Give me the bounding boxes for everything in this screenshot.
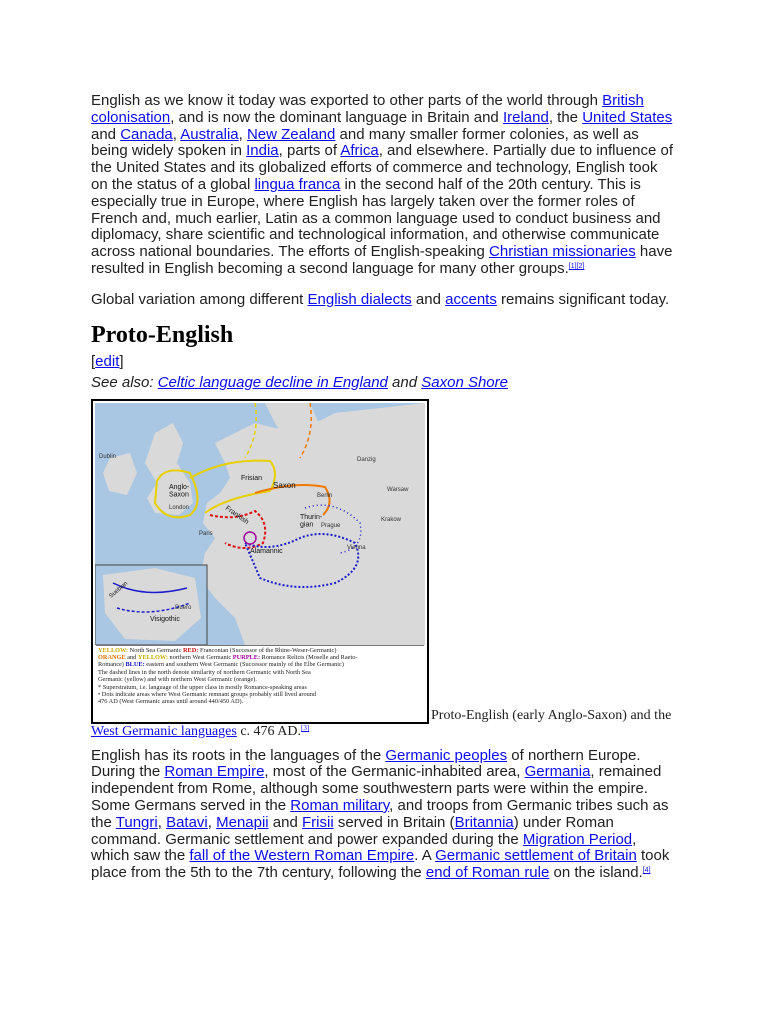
link-india[interactable]: India [246,142,279,160]
see-also-note: See also: Celtic language decline in England and Saxon Shore [91,373,508,391]
map-label-suebian: Suebian [108,580,130,600]
map-label-vienna: Vienna [347,544,366,551]
reference-link[interactable]: [4] [642,867,651,875]
map-label-danzig: Danzig [357,456,376,463]
edit-section: [edit] [91,352,124,370]
link-west-germanic-languages[interactable]: West Germanic languages [91,723,237,739]
map-label-berlin: Berlin [317,492,333,499]
paragraph-variation: Global variation among different English dialects and accents remains significant today. [91,290,670,308]
link-celtic-language-decline[interactable]: Celtic language decline in England [157,373,388,391]
map-label-thuringian: Thurin-gian [300,513,323,529]
link-canada[interactable]: Canada [120,125,173,143]
link-roman-empire[interactable]: Roman Empire [164,763,265,781]
map-label-alamannic: Alamannic [250,547,283,555]
map-label-frankish: Frankish [223,504,250,526]
edit-link[interactable]: edit [95,352,120,370]
map-label-visigothic: Visigothic [150,615,180,623]
link-migration-period[interactable]: Migration Period [522,830,633,848]
map-label-prague: Prague [321,522,341,529]
link-christian-missionaries[interactable]: Christian missionaries [489,243,636,261]
link-roman-military[interactable]: Roman military [290,796,390,814]
link-africa[interactable]: Africa [340,142,379,160]
link-end-of-roman-rule[interactable]: end of Roman rule [425,864,550,882]
link-batavi[interactable]: Batavi [166,813,208,831]
paragraph-roots: English has its roots in the languages of the Germanic peoples of northern Europe. During the Roman Empire, most of the Germanic-inhabited area, Germania, remained independent from Rome, although some southwestern parts were within the empire. Some Germans served in the Roman military, and troops from Germanic tribes such as the Tungri, Batavi, Menapii and Frisii served in Britain (Britannia) under Roman command. Germanic settlement and power expanded during the Migration Period, which saw the fall of the Western Roman Empire. A Germanic settlement of Britain took place from the 5th to the 7th century, following the end of Roman rule on the island.[4] [91,746,670,882]
reference-link[interactable]: [1][2] [568,262,585,270]
map-label-anglo-saxon: Anglo-Saxon [169,483,190,499]
figure-caption: Proto-English (early Anglo-Saxon) and the [431,707,672,723]
link-germanic-settlement-britain[interactable]: Germanic settlement of Britain [435,847,637,865]
link-menapii[interactable]: Menapii [216,813,269,831]
map-label-london: London [169,504,190,511]
section-heading: Proto-English [91,321,234,348]
map-image [95,403,425,645]
link-british-colonisation[interactable]: British colonisation [91,92,644,126]
link-frisii[interactable]: Frisii [302,813,334,831]
link-new-zealand[interactable]: New Zealand [246,125,336,143]
figure-with-caption: Dublin Anglo-Saxon Frisian Saxon Frankish Thurin-gian Alamannic Visigothic Suebian Duero Danzig Warsaw Krakow Vienna Paris London Berlin Prague YELLOW: North Sea Germanic RED: Franconian (Successor of the Rhine-Weser-Germanic) ORANGE and YELLOW: northern West Germanic PURPLE: Romance Relicts (Moselle and Raeto- Romance) BLUE: eastern and southern West Germanic (Successor mainly of the Elbe Germanic) The dashed lines in the north denote similarity of northern Germanic with North Sea Germanic (yellow) and with northern West Germanic (orange). * Superstratum, i.e. language of the upper class in mostly Romance-speaking areas • Dots indicate areas where West Germanic remnant groups probably still lived around 476 AD (West Germanic areas until around 440/450 AD). Proto-English (early Anglo-Saxon) and the West Germanic languages c. 476 AD.[3] [91,399,675,740]
link-germania[interactable]: Germania [524,763,591,781]
reference-link[interactable]: [3] [301,723,310,732]
article-body [91,93,675,882]
map-label-krakow: Krakow [381,516,402,523]
map-label-dublin: Dublin [99,453,117,460]
link-accents[interactable]: accents [445,290,497,308]
link-saxon-shore[interactable]: Saxon Shore [421,373,508,391]
link-ireland[interactable]: Ireland [502,108,549,126]
proto-english-map[interactable] [91,399,429,724]
map-label-paris: Paris [199,530,213,537]
link-tungri[interactable]: Tungri [115,813,158,831]
link-united-states[interactable]: United States [582,108,673,126]
paragraph-intro: English as we know it today was exported to other parts of the world through British colonisation, and is now the dominant language in Britain and Ireland, the United States and Canada, Australia, New Zealand and many smaller former colonies, as well as being widely spoken in India, parts of Africa, and elsewhere. Partially due to influence of the United States and its globalized efforts of commerce and technology, English took on the status of a global lingua franca in the second half of the 20th century. This is especially true in Europe, where English has largely taken over the former roles of French and, much earlier, Latin as a common language used to conduct business and diplomacy, share scientific and technological information, and otherwise communicate across national boundaries. The efforts of English-speaking Christian missionaries have resulted in English becoming a second language for many other groups.[1][2] [91,92,674,277]
map-legend: YELLOW: North Sea Germanic RED: Franconian (Successor of the Rhine-Weser-Germanic) ORANGE and YELLOW: northern West Germanic PURPLE: Romance Relicts (Moselle and Raeto- Romance) BLUE: eastern and southern West Germanic (Successor mainly of the Elbe Germanic) The dashed lines in the north denote similarity of northern Germanic with North Sea Germanic (yellow) and with northern West Germanic (orange). * Superstratum, i.e. language of the upper class in mostly Romance-speaking areas • Dots indicate areas where West Germanic remnant groups probably still lived around 476 AD (West Germanic areas until around 440/450 AD). [96,645,424,719]
link-australia[interactable]: Australia [180,125,239,143]
link-fall-western-roman-empire[interactable]: fall of the Western Roman Empire [189,847,415,865]
link-lingua-franca[interactable]: lingua franca [254,175,341,193]
link-britannia[interactable]: Britannia [454,813,514,831]
map-label-warsaw: Warsaw [387,486,409,493]
link-germanic-peoples[interactable]: Germanic peoples [385,746,508,764]
map-label-duero: Duero [175,604,192,611]
map-label-saxon: Saxon [273,480,296,490]
map-label-frisian: Frisian [241,474,263,482]
link-english-dialects[interactable]: English dialects [307,290,412,308]
